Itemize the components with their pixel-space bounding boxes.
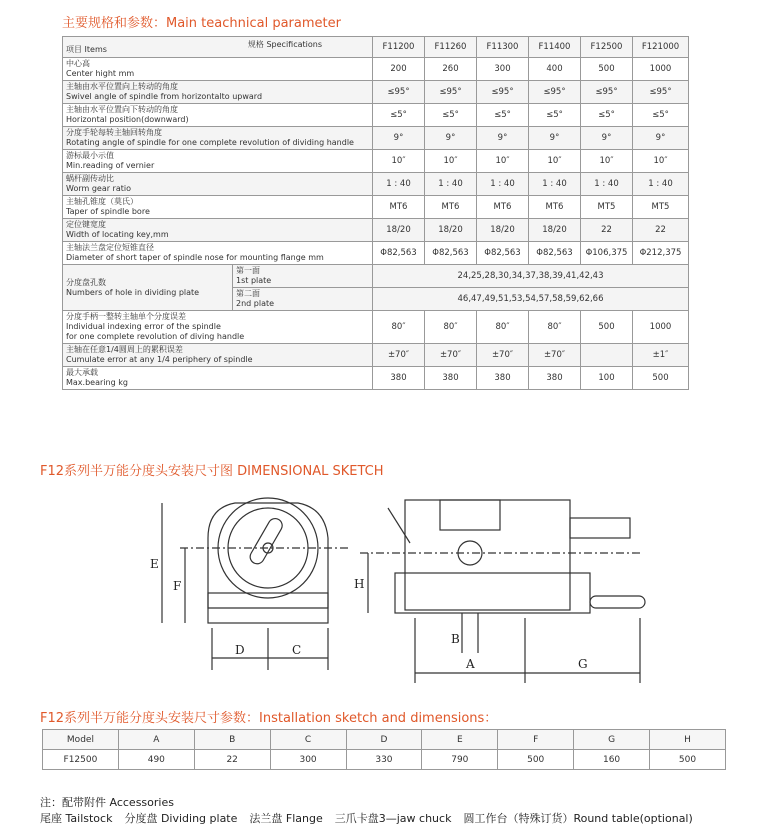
dim-label-f: F	[173, 579, 182, 593]
row-label	[63, 311, 373, 344]
row-value: 9°	[373, 127, 425, 150]
sketch-title: F12系列半万能分度头安装尺寸图 DIMENSIONAL SKETCH	[40, 464, 384, 479]
row-label-zh: 主轴孔锥度（莫氏）	[66, 197, 138, 206]
install-value-cell: 300	[270, 750, 346, 770]
row-value: MT5	[633, 196, 689, 219]
install-value-cell: 500	[498, 750, 574, 770]
install-header-cell: C	[270, 730, 346, 750]
row-value: ≤95°	[581, 81, 633, 104]
plate2-zh: 第二面	[236, 289, 260, 298]
row-value: 1 : 40	[581, 173, 633, 196]
plate1-zh: 第一面	[236, 266, 260, 275]
install-value-cell: 490	[118, 750, 194, 770]
param-row	[63, 173, 689, 196]
main-params-table	[62, 36, 689, 390]
row-value: 80″	[477, 311, 529, 344]
row-value: ≤95°	[373, 81, 425, 104]
param-row	[63, 127, 689, 150]
header-specs: 规格 Specifications	[247, 40, 322, 49]
row-value: 10″	[633, 150, 689, 173]
param-row	[63, 367, 689, 390]
model-header: F11260	[425, 37, 477, 58]
row-value: 80″	[373, 311, 425, 344]
install-header-cell: D	[346, 730, 422, 750]
param-row	[63, 196, 689, 219]
row-label-en: Numbers of hole in dividing plate	[66, 287, 200, 297]
row-label-zh: 中心高	[66, 59, 90, 68]
accessories-list	[40, 810, 705, 826]
row-value: ≤5°	[581, 104, 633, 127]
row-label	[63, 127, 373, 150]
row-label-zh: 分度手柄一整转主轴单个分度误差	[66, 312, 186, 321]
row-value: Φ212,375	[633, 242, 689, 265]
row-value: 400	[529, 58, 581, 81]
dim-label-e: E	[150, 557, 159, 571]
row-value: 10″	[581, 150, 633, 173]
row-label	[63, 104, 373, 127]
param-row	[63, 242, 689, 265]
row-value: ±1″	[633, 344, 689, 367]
row-value: 9°	[529, 127, 581, 150]
row-label-zh: 定位键宽度	[66, 220, 106, 229]
install-header-cell: E	[422, 730, 498, 750]
install-data-row	[43, 750, 726, 770]
row-value: Φ82,563	[373, 242, 425, 265]
front-view-body	[208, 503, 328, 608]
row-value: 80″	[529, 311, 581, 344]
row-label-en: Swivel angle of spindle from horizontalto upward	[66, 92, 263, 101]
row-label-zh: 主轴在任意1/4圆周上的累积误差	[66, 345, 183, 354]
row-value: 500	[581, 58, 633, 81]
row-value: 300	[477, 58, 529, 81]
install-value-cell: 790	[422, 750, 498, 770]
row-value: 500	[633, 367, 689, 390]
row-value: 1 : 40	[477, 173, 529, 196]
row-value: 10″	[425, 150, 477, 173]
row-value: ≤95°	[425, 81, 477, 104]
row-value: 9°	[477, 127, 529, 150]
row-value: 9°	[425, 127, 477, 150]
row-value: Φ82,563	[425, 242, 477, 265]
row-label-en: Max.bearing kg	[66, 378, 128, 387]
row-label	[63, 344, 373, 367]
row-value: 380	[373, 367, 425, 390]
plate2-en: 2nd plate	[236, 299, 275, 308]
header-cell	[63, 37, 373, 58]
row-value: ≤5°	[477, 104, 529, 127]
row-value: Φ82,563	[529, 242, 581, 265]
row-value: 22	[581, 219, 633, 242]
install-value-cell: 500	[650, 750, 726, 770]
row-value: MT6	[425, 196, 477, 219]
row-label-zh: 主轴法兰盘定位短锥直径	[66, 243, 154, 252]
row-value: 1 : 40	[529, 173, 581, 196]
param-row	[63, 58, 689, 81]
row-value: 9°	[633, 127, 689, 150]
install-header-row	[43, 730, 726, 750]
row-label	[63, 196, 373, 219]
dim-label-d: D	[235, 643, 245, 657]
row-value: 10″	[373, 150, 425, 173]
plate2-label	[233, 288, 373, 311]
row-label-en: Horizontal position(downward)	[66, 115, 189, 124]
header-items: 项目 Items	[66, 45, 107, 54]
row-value: 22	[633, 219, 689, 242]
install-title: F12系列半万能分度头安装尺寸参数：Installation sketch and dimensions：	[40, 711, 498, 726]
row-label-zh: 最大承载	[66, 368, 98, 377]
row-value: 500	[581, 311, 633, 344]
row-value: 100	[581, 367, 633, 390]
row-value: 18/20	[425, 219, 477, 242]
row-label-zh: 蜗杆副传动比	[66, 174, 114, 183]
row-label-en: Taper of spindle bore	[66, 207, 150, 216]
row-label-zh: 主轴由水平位置向上转动的角度	[66, 82, 178, 91]
row-value: Φ106,375	[581, 242, 633, 265]
install-header-cell: A	[118, 730, 194, 750]
row-label-zh: 分度手轮每转主轴回转角度	[66, 128, 162, 137]
install-header-cell: B	[194, 730, 270, 750]
row-value: 260	[425, 58, 477, 81]
row-label-en: Min.reading of vernier	[66, 161, 155, 170]
model-header: F12500	[581, 37, 633, 58]
install-value-cell: F12500	[43, 750, 119, 770]
row-value: ≤5°	[425, 104, 477, 127]
param-row	[63, 311, 689, 344]
row-label	[63, 367, 373, 390]
row-value: ≤5°	[633, 104, 689, 127]
model-header: F121000	[633, 37, 689, 58]
dim-label-c: C	[292, 643, 302, 657]
side-view-base	[395, 573, 590, 613]
row-value: 18/20	[373, 219, 425, 242]
row-value: 380	[425, 367, 477, 390]
row-label-en2: for one complete revolution of diving handle	[66, 332, 245, 341]
accessories-title: 注：配带附件 Accessories	[40, 796, 174, 809]
row-value	[581, 344, 633, 367]
main-params-title: 主要规格和参数：Main teachnical parameter	[62, 16, 341, 31]
row-value: MT6	[477, 196, 529, 219]
dim-label-g: G	[578, 657, 588, 671]
row-value: 380	[529, 367, 581, 390]
row-value: ≤95°	[477, 81, 529, 104]
accessory-item: 分度盘 Dividing plate	[124, 812, 238, 825]
row-label-zh: 主轴由水平位置向下转动的角度	[66, 105, 178, 114]
install-table	[42, 729, 726, 770]
model-header: F11200	[373, 37, 425, 58]
plate2-values: 46,47,49,51,53,54,57,58,59,62,66	[373, 288, 689, 311]
row-label-zh: 游标最小示值	[66, 151, 114, 160]
accessory-item: 三爪卡盘3—jaw chuck	[334, 812, 452, 825]
row-value: MT5	[581, 196, 633, 219]
row-label	[63, 173, 373, 196]
side-view-worm	[570, 518, 630, 538]
front-view-handle	[248, 516, 285, 566]
holes-label	[63, 265, 233, 311]
row-label-en: Rotating angle of spindle for one complete revolution of dividing handle	[66, 138, 354, 147]
install-value-cell: 160	[574, 750, 650, 770]
install-value-cell: 330	[346, 750, 422, 770]
row-value: ±70″	[373, 344, 425, 367]
row-label-en: Individual indexing error of the spindle	[66, 322, 221, 331]
row-value: ±70″	[529, 344, 581, 367]
holes-row-1	[63, 265, 689, 288]
row-label-zh: 分度盘孔数	[66, 277, 106, 287]
row-value: 1000	[633, 58, 689, 81]
row-label	[63, 81, 373, 104]
accessory-item: 圆工作台（特殊订货）Round table(optional)	[463, 812, 693, 825]
param-row	[63, 150, 689, 173]
dimensional-sketch	[140, 478, 670, 693]
dim-label-h: H	[354, 577, 365, 591]
row-label-en: Width of locating key,mm	[66, 230, 169, 239]
row-value: 18/20	[477, 219, 529, 242]
row-value: 380	[477, 367, 529, 390]
row-value: 1000	[633, 311, 689, 344]
row-value: ≤95°	[529, 81, 581, 104]
row-label-en: Center hight mm	[66, 69, 135, 78]
plate1-values: 24,25,28,30,34,37,38,39,41,42,43	[373, 265, 689, 288]
row-label-en: Worm gear ratio	[66, 184, 131, 193]
row-value: ≤95°	[633, 81, 689, 104]
row-value: 1 : 40	[425, 173, 477, 196]
side-view-head	[440, 500, 500, 530]
row-label-en: Cumulate error at any 1/4 periphery of spindle	[66, 355, 253, 364]
param-row	[63, 104, 689, 127]
row-value: 1 : 40	[373, 173, 425, 196]
row-value: 80″	[425, 311, 477, 344]
dim-label-a: A	[466, 657, 475, 671]
row-label	[63, 242, 373, 265]
row-value: MT6	[373, 196, 425, 219]
row-value: Φ82,563	[477, 242, 529, 265]
side-view-handle	[590, 596, 645, 608]
row-value: ≤5°	[529, 104, 581, 127]
accessory-item: 尾座 Tailstock	[40, 812, 113, 825]
install-header-cell: H	[650, 730, 726, 750]
row-value: 200	[373, 58, 425, 81]
row-label-en: Diameter of short taper of spindle nose for mounting flange mm	[66, 253, 324, 262]
row-value: ≤5°	[373, 104, 425, 127]
install-header-cell: Model	[43, 730, 119, 750]
plate1-label	[233, 265, 373, 288]
accessory-item: 法兰盘 Flange	[249, 812, 323, 825]
row-value: MT6	[529, 196, 581, 219]
row-label	[63, 58, 373, 81]
model-header: F11400	[529, 37, 581, 58]
side-view-body	[405, 500, 570, 610]
row-value: 9°	[581, 127, 633, 150]
param-row	[63, 344, 689, 367]
row-value: ±70″	[477, 344, 529, 367]
plate1-en: 1st plate	[236, 276, 272, 285]
install-value-cell: 22	[194, 750, 270, 770]
row-value: ±70″	[425, 344, 477, 367]
side-view-lever	[388, 508, 410, 543]
header-row	[63, 37, 689, 58]
row-label	[63, 150, 373, 173]
install-header-cell: G	[574, 730, 650, 750]
model-header: F11300	[477, 37, 529, 58]
row-label	[63, 219, 373, 242]
row-value: 18/20	[529, 219, 581, 242]
param-row	[63, 81, 689, 104]
row-value: 10″	[529, 150, 581, 173]
dim-label-b: B	[451, 632, 460, 646]
row-value: 10″	[477, 150, 529, 173]
install-header-cell: F	[498, 730, 574, 750]
row-value: 1 : 40	[633, 173, 689, 196]
param-row	[63, 219, 689, 242]
